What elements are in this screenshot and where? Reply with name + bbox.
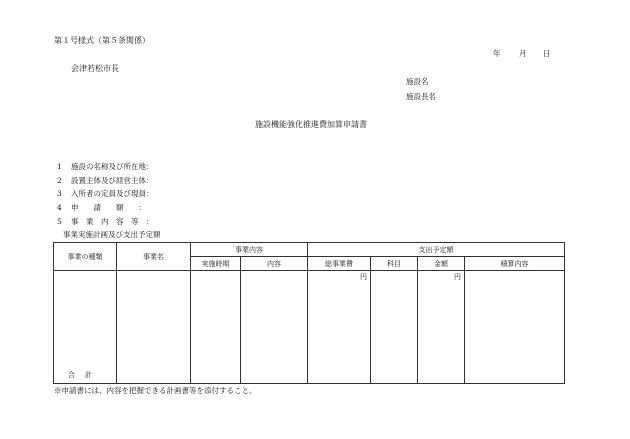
item-number: 4 (57, 203, 62, 212)
item-label: 設置主体及び経営主体： (71, 176, 154, 185)
addressee: 会津若松市長 (71, 64, 119, 73)
basis-cell (465, 271, 565, 384)
document-title: 施設機能強化推進費加算申請書 (255, 120, 367, 129)
footnote: ※申請書には、内容を把握できる計画書等を添付すること。 (54, 386, 257, 395)
item-number: 2 (57, 176, 62, 185)
total-label: 合計 (68, 371, 102, 379)
col-header-name: 事業名 (117, 243, 191, 271)
item-number: 3 (57, 189, 62, 198)
item-label: 施設の名称及び所在地： (71, 162, 154, 171)
col-header-amount: 金額 (418, 257, 465, 271)
col-header-detail: 内容 (241, 257, 308, 271)
date-day: 日 (543, 49, 551, 58)
yen-unit: 円 (360, 273, 367, 281)
form-label: 第１号様式（第５条関係） (54, 36, 150, 45)
group-header-content: 事業内容 (191, 243, 308, 257)
col-header-basis: 積算内容 (465, 257, 565, 271)
col-header-type: 事業の種類 (54, 243, 117, 271)
facility-name-label: 施設名 (406, 77, 429, 86)
period-cell (191, 271, 241, 384)
total-cost-cell (308, 271, 371, 384)
group-header-expense: 支出予定額 (308, 243, 565, 257)
table-caption: 事業実施計画及び支出予定額 (63, 230, 161, 239)
item-label: 事 業 内 容 等 ： (71, 217, 154, 226)
plan-expense-table (53, 242, 565, 384)
amount-cell (418, 271, 465, 384)
account-cell (371, 271, 418, 384)
facility-head-label: 施設長名 (406, 92, 436, 101)
item-label: 申 請 額 ： (71, 203, 146, 212)
yen-unit: 円 (454, 273, 461, 281)
item-number: 5 (57, 217, 62, 226)
col-header-account: 科目 (371, 257, 418, 271)
col-header-period: 実施時期 (191, 257, 241, 271)
detail-cell (241, 271, 308, 384)
date-month: 月 (519, 49, 527, 58)
date-year: 年 (493, 49, 501, 58)
item-number: 1 (57, 162, 62, 171)
name-cell (117, 271, 191, 384)
item-label: 入所者の定員及び現員： (71, 189, 154, 198)
total-cell (54, 271, 117, 384)
col-header-total-cost: 総事業費 (308, 257, 371, 271)
